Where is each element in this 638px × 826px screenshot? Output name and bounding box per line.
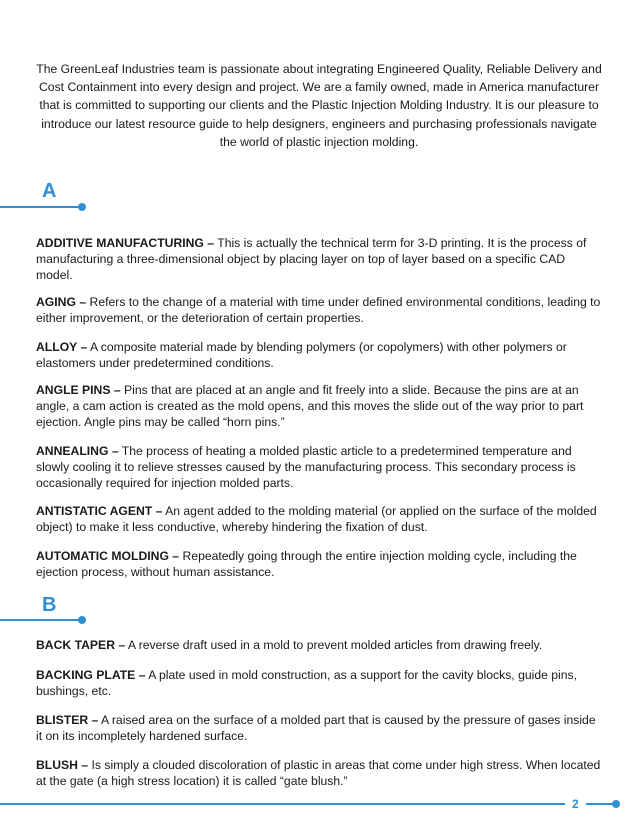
glossary-entry bbox=[36, 294, 602, 326]
entry-definition: An agent added to the molding material (or applied on the surface of the molded object) to make it less conductive, whereby hindering the fixation of dust. bbox=[36, 504, 597, 534]
entry-term: ANTISTATIC AGENT – bbox=[36, 504, 163, 518]
glossary-entry bbox=[36, 667, 602, 699]
entry-term: ALLOY – bbox=[36, 340, 88, 354]
entry-term: ANNEALING – bbox=[36, 444, 119, 458]
entry-term: BLISTER – bbox=[36, 713, 99, 727]
entry-definition: Pins that are placed at an angle and fit freely into a slide. Because the pins are at an angle, a cam action is created as the mold opens, and this moves the slide out of the way prior to part ejection. Angle pins may be called “horn pins.” bbox=[36, 383, 584, 429]
entry-term: AGING – bbox=[36, 295, 87, 309]
entry-definition: A plate used in mold construction, as a support for the cavity blocks, guide pins, bushings, etc. bbox=[36, 668, 578, 698]
entry-term: AUTOMATIC MOLDING – bbox=[36, 549, 180, 563]
entry-definition: A reverse draft used in a mold to prevent molded articles from drawing freely. bbox=[127, 638, 543, 652]
entry-definition: The process of heating a molded plastic article to a predetermined temperature and slowly cooling it to relieve stresses caused by the manufacturing process. This secondary process is occasionally required for injection molded parts. bbox=[36, 444, 576, 490]
section-b-rule bbox=[0, 619, 80, 621]
section-a-rule-dot bbox=[78, 203, 86, 211]
glossary-entry bbox=[36, 235, 602, 283]
entry-definition: This is actually the technical term for 3-D printing. It is the process of manufacturing a three-dimensional object by placing layer on top of layer based on a specific CAD model. bbox=[36, 236, 587, 282]
section-letter-a: A bbox=[42, 180, 57, 202]
entry-term: ADDITIVE MANUFACTURING – bbox=[36, 236, 215, 250]
glossary-entry bbox=[36, 712, 602, 744]
glossary-entry bbox=[36, 637, 602, 653]
section-a-rule bbox=[0, 206, 80, 208]
entry-term: BACKING PLATE – bbox=[36, 668, 146, 682]
entry-definition: A composite material made by blending polymers (or copolymers) with other polymers or elastomers under predetermined conditions. bbox=[36, 340, 567, 370]
footer-rule-dot bbox=[612, 800, 620, 808]
footer-rule-left bbox=[0, 803, 565, 805]
entry-definition: Is simply a clouded discoloration of plastic in areas that come under high stress. When located at the gate (a high stress location) it is called “gate blush.” bbox=[36, 758, 601, 788]
entry-term: BACK TAPER – bbox=[36, 638, 126, 652]
page-number: 2 bbox=[572, 797, 579, 811]
glossary-entry bbox=[36, 443, 602, 491]
section-b-rule-dot bbox=[78, 616, 86, 624]
entry-term: BLUSH – bbox=[36, 758, 89, 772]
glossary-entry bbox=[36, 503, 602, 535]
section-letter-b: B bbox=[42, 594, 57, 616]
entry-definition: A raised area on the surface of a molded part that is caused by the pressure of gases inside it on its incompletely hardened surface. bbox=[36, 713, 596, 743]
entry-definition: Repeatedly going through the entire injection molding cycle, including the ejection process, without human assistance. bbox=[36, 549, 577, 579]
intro-paragraph: The GreenLeaf Industries team is passionate about integrating Engineered Quality, Reliable Delivery and Cost Containment into every design and project. We are a family owned, made in America manufacturer that is committed to supporting our clients and the Plastic Injection Molding Industry. It is our pleasure to introduce our latest resource guide to help designers, engineers and purchasing professionals navigate the world of plastic injection molding. bbox=[36, 62, 602, 149]
entry-definition: Refers to the change of a material with time under defined environmental conditions, leading to either improvement, or the deterioration of certain properties. bbox=[36, 295, 601, 325]
glossary-entry bbox=[36, 757, 602, 789]
glossary-entry bbox=[36, 382, 602, 430]
glossary-entry bbox=[36, 548, 602, 580]
entry-term: ANGLE PINS – bbox=[36, 383, 121, 397]
glossary-entry bbox=[36, 339, 602, 371]
